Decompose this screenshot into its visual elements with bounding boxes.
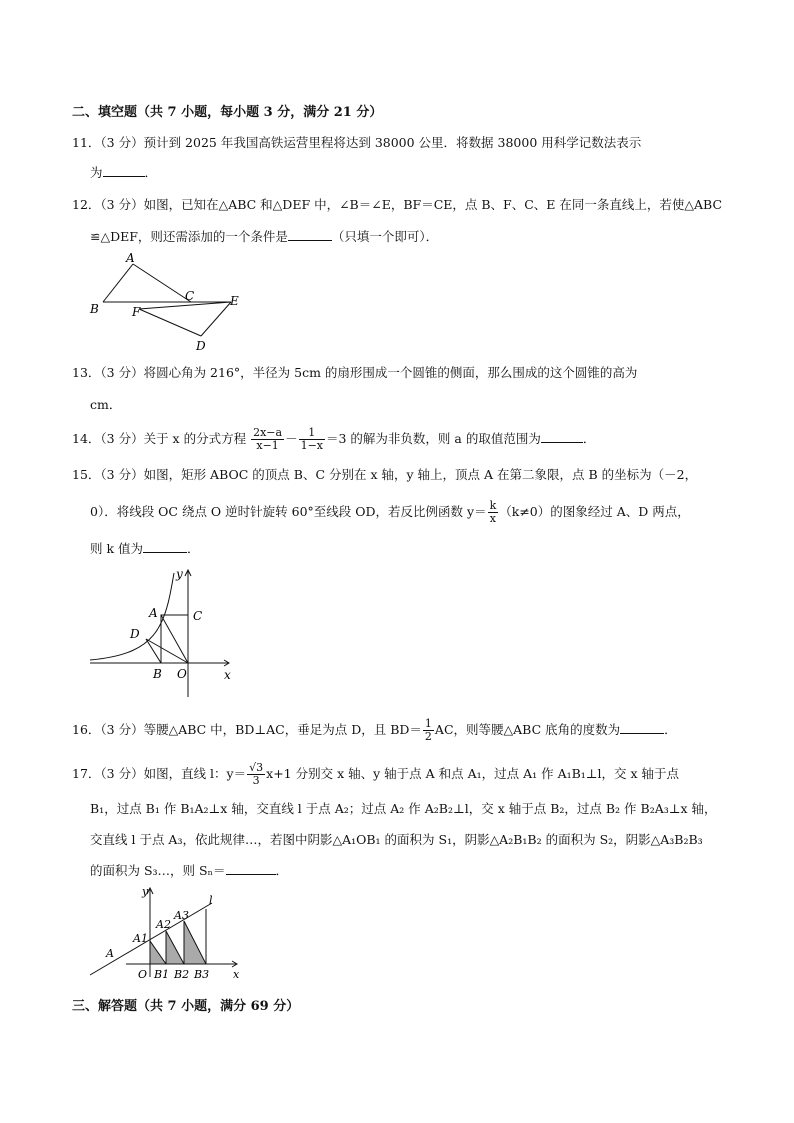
q14-frac1-den: x−1 — [256, 439, 279, 452]
q17-label-a1: A1 — [133, 932, 148, 945]
section-3-heading: 三、解答题（共 7 小题，满分 69 分） — [72, 999, 300, 1014]
q17-line4 — [90, 861, 288, 881]
q17-label-x: x — [233, 968, 240, 981]
q12-label-b: B — [90, 302, 99, 316]
q17-label-a2: A2 — [156, 918, 171, 931]
q15-frac-den: x — [489, 512, 497, 525]
q17-frac-den: 3 — [252, 774, 260, 787]
q15-line3 — [90, 539, 200, 559]
q15-line2 — [90, 500, 690, 525]
q12-label-c: C — [185, 289, 195, 303]
section-2-heading: 二、填空题（共 7 小题，每小题 3 分，满分 21 分） — [72, 105, 383, 120]
q17-label-l: l — [209, 894, 213, 907]
q15-line3-prefix: 则 k 值为 — [90, 541, 144, 556]
q14-frac1-num: 2x−a — [253, 426, 283, 439]
q14-fraction-1 — [251, 427, 284, 452]
q16-suffix: ． — [664, 722, 677, 737]
q15-label-c: C — [193, 609, 203, 623]
q15-label-x: x — [224, 668, 231, 682]
q14-frac2-den: 1−x — [300, 439, 323, 452]
q12-label-e: E — [230, 294, 239, 308]
q14-frac2-num: 1 — [299, 427, 325, 440]
q17-line3: 交直线 l 于点 A₃，依此规律…，若图中阴影△A₁OB₁ 的面积为 S₁，阴影△A₂B₁B₂ 的面积为 S₂，阴影△A₃B₂B₃ — [90, 832, 703, 847]
q17-shaded-triangle-2 — [166, 931, 184, 964]
q12-prefix: ≌△DEF，则还需添加的一个条件是 — [90, 229, 288, 244]
q15-label-d: D — [130, 627, 140, 641]
q14-suffix: ． — [582, 431, 596, 446]
q11-prefix: 为 — [90, 165, 103, 180]
q17-prefix: 17．（3 分）如图，直线 l：y＝ — [72, 766, 247, 781]
q17-figure — [88, 885, 248, 985]
q17-line4-suffix: ． — [275, 863, 289, 878]
q17-shaded-triangle-3 — [184, 921, 206, 964]
q17-label-b3: B3 — [194, 968, 210, 981]
q15-line1: 15．（3 分）如图，矩形 ABOC 的顶点 B、C 分别在 x 轴，y 轴上，顶点 A 在第二象限，点 B 的坐标为（－2， — [72, 467, 698, 482]
q14-answer-blank[interactable] — [541, 429, 583, 443]
q12-label-f: F — [132, 305, 141, 319]
q15-fraction — [488, 500, 499, 525]
q16-answer-blank[interactable] — [620, 720, 664, 734]
q17-label-a3: A3 — [174, 909, 189, 922]
q15-frac-num: k — [489, 499, 497, 512]
q12-seg-ab — [103, 264, 133, 302]
q16-frac-den: 2 — [424, 730, 432, 743]
q13-line1: 13．（3 分）将圆心角为 216°，半径为 5cm 的扇形围成一个圆锥的侧面，那么围成的这个圆锥的高为 — [72, 365, 638, 380]
q15-label-o: O — [177, 667, 187, 681]
q14-minus: － — [285, 431, 298, 446]
q14-middle: ＝3 的解为非负数，则 a 的取值范围为 — [326, 431, 541, 446]
q16-prefix: 16．（3 分）等腰△ABC 中，BD⊥AC，垂足为点 D，且 BD＝ — [72, 722, 422, 737]
q14-fraction-2 — [299, 427, 325, 452]
q11-line1: 11．（3 分）预计到 2025 年我国高铁运营里程将达到 38000 公里．将数据 38000 用科学记数法表示 — [72, 135, 642, 150]
q17-label-y: y — [142, 885, 149, 898]
q15-seg-db — [146, 639, 161, 663]
q15-suffix: （k≠0）的图象经过 A、D 两点， — [499, 504, 690, 519]
q16-line — [72, 718, 677, 743]
q15-line3-suffix: ． — [187, 541, 200, 556]
q17-line4-prefix: 的面积为 S₃…，则 Sₙ＝ — [90, 863, 226, 878]
q12-seg-fe — [139, 302, 231, 309]
q11-line2 — [90, 163, 157, 183]
q12-line1: 12．（3 分）如图，已知在△ABC 和△DEF 中，∠B＝∠E，BF＝CE，点 B、F、C、E 在同一条直线上，若使△ABC — [72, 197, 723, 212]
q12-label-d: D — [196, 339, 206, 353]
q15-label-b: B — [153, 667, 162, 681]
q12-suffix: （只填一个即可）． — [331, 229, 439, 244]
q16-middle: AC，则等腰△ABC 底角的度数为 — [434, 722, 621, 737]
q11-suffix: ． — [144, 165, 158, 180]
q15-label-a: A — [149, 606, 158, 620]
q17-label-b1: B1 — [154, 968, 170, 981]
q12-seg-fd — [139, 309, 201, 336]
q17-line1-suffix: x+1 分别交 x 轴、y 轴于点 A 和点 A₁，过点 A₁ 作 A₁B₁⊥l，交 x 轴于点 — [266, 766, 680, 781]
q12-label-a: A — [126, 251, 135, 265]
q12-figure — [85, 250, 245, 355]
q12-line2 — [90, 227, 438, 247]
q11-answer-blank[interactable] — [103, 163, 145, 177]
q17-shaded-triangle-1 — [150, 941, 166, 964]
q12-seg-ac — [133, 264, 191, 302]
q17-fraction — [247, 762, 265, 787]
q16-fraction — [423, 718, 434, 743]
q17-label-a: A — [106, 947, 114, 960]
q14-prefix: 14．（3 分）关于 x 的分式方程 — [72, 431, 247, 446]
q16-frac-num: 1 — [424, 717, 432, 730]
q17-frac-num: √3 — [249, 761, 264, 774]
q17-label-b2: B2 — [174, 968, 190, 981]
q15-answer-blank[interactable] — [143, 539, 187, 553]
q17-answer-blank[interactable] — [226, 861, 276, 875]
q15-prefix: 0）．将线段 OC 绕点 O 逆时针旋转 60°至线段 OD，若反比例函数 y＝ — [90, 504, 487, 519]
q13-line2: cm． — [90, 397, 122, 412]
q15-label-y: y — [176, 567, 183, 581]
q17-line2: B₁，过点 B₁ 作 B₁A₂⊥x 轴，交直线 l 于点 A₂；过点 A₂ 作 A₂B₂⊥l，交 x 轴于点 B₂，过点 B₂ 作 B₂A₃⊥x 轴， — [90, 801, 717, 816]
q17-line1 — [72, 762, 679, 787]
q17-label-o: O — [138, 968, 148, 981]
q15-figure — [88, 565, 238, 700]
q12-seg-de — [201, 302, 231, 336]
q14-line — [72, 427, 595, 452]
q12-answer-blank[interactable] — [288, 227, 332, 241]
